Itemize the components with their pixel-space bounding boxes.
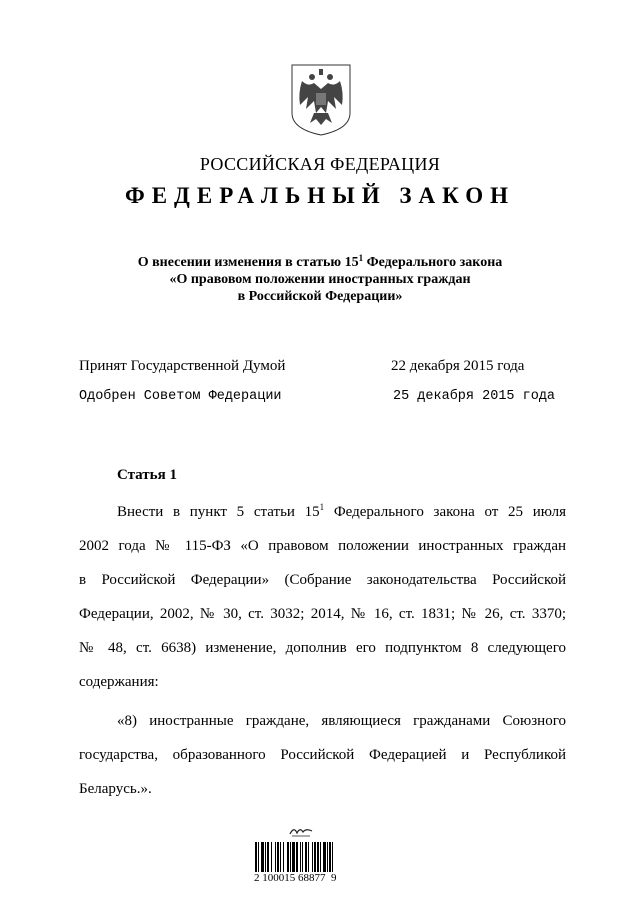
duma-adoption-label: Принят Государственной Думой xyxy=(79,358,286,374)
article-line: «8) иностранные граждане, являющиеся гражданами Союзного xyxy=(117,713,566,729)
council-approval-date: 25 декабря 2015 года xyxy=(393,389,556,404)
article-line-rest: Федерального закона от 25 июля xyxy=(324,504,566,520)
title-line-3: в Российской Федерации» xyxy=(237,289,403,304)
barcode-number: 2 100015 68877 9 xyxy=(254,872,337,884)
duma-adoption-date: 22 декабря 2015 года xyxy=(391,358,525,374)
article-line: № 48, ст. 6638) изменение, дополнив его подпунктом 8 следующего xyxy=(79,640,566,656)
title-line-1 xyxy=(0,254,640,271)
title-line-2: «О правовом положении иностранных граждан xyxy=(169,272,471,287)
title-line-1-rest: Федерального закона xyxy=(363,255,503,270)
article-line: Беларусь.». xyxy=(79,781,152,797)
article-line: в Российской Федерации» (Собрание законодательства Российской xyxy=(79,572,566,588)
handwritten-mark xyxy=(288,824,314,838)
council-approval-label: Одобрен Советом Федерации xyxy=(79,389,282,404)
article-line-text: Внести в пункт 5 статьи 15 xyxy=(117,504,320,520)
article-line: содержания: xyxy=(79,674,159,690)
article-heading: Статья 1 xyxy=(117,467,177,483)
country-name: РОССИЙСКАЯ ФЕДЕРАЦИЯ xyxy=(199,154,441,174)
coat-of-arms-icon xyxy=(290,63,352,137)
barcode-icon xyxy=(255,842,360,872)
article-line: Федерации, 2002, № 30, ст. 3032; 2014, № 16, ст. 1831; № 26, ст. 3370; xyxy=(79,606,566,622)
law-title xyxy=(0,254,640,305)
article-line: 2002 года № 115-ФЗ «О правовом положении иностранных граждан xyxy=(79,538,566,554)
article-line: государства, образованного Российской Федерацией и Республикой xyxy=(79,747,566,763)
title-line-1-text: О внесении изменения в статью 15 xyxy=(137,255,359,270)
title-line-1-sup: 1 xyxy=(358,253,364,263)
article-line-sup: 1 xyxy=(319,502,325,512)
article-line xyxy=(117,495,566,529)
document-type: ФЕДЕРАЛЬНЫЙ ЗАКОН xyxy=(124,183,516,208)
